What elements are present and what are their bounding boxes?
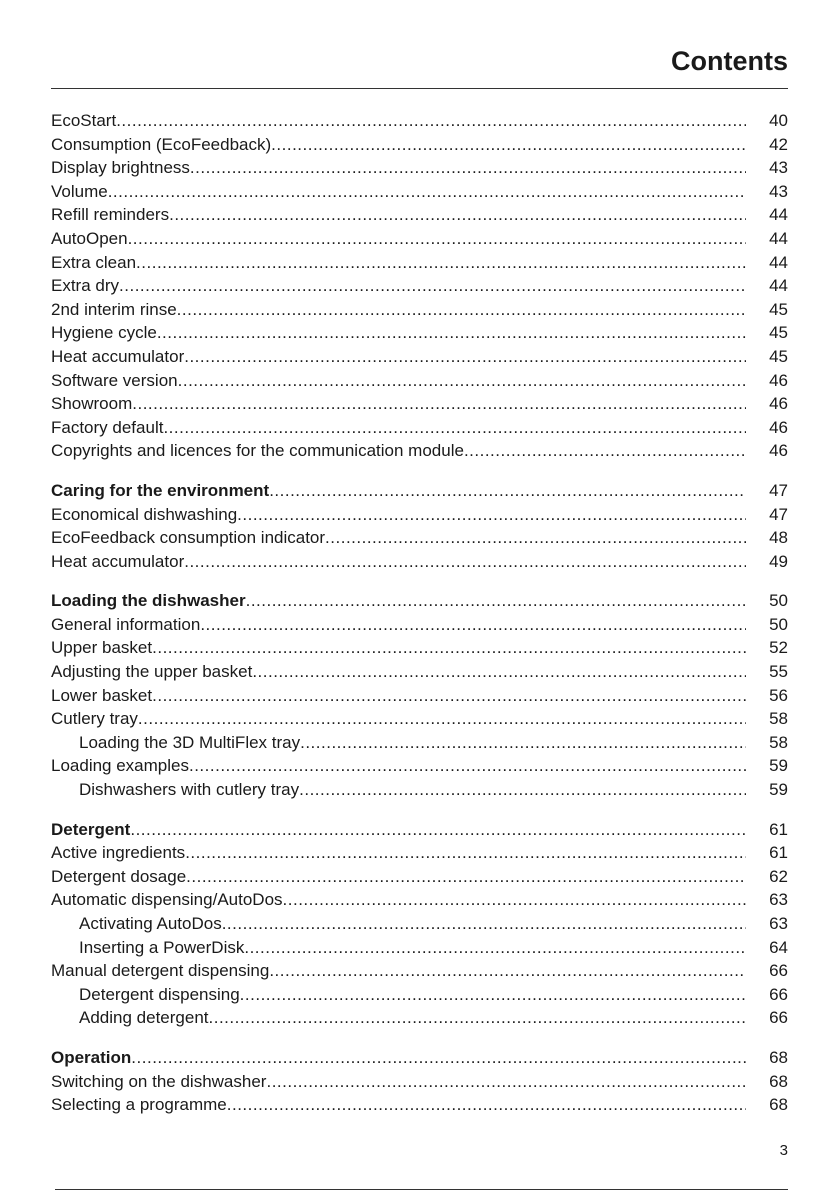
toc-entry[interactable] — [51, 660, 788, 684]
toc-entry-label: Copyrights and licences for the communication module — [51, 441, 464, 461]
toc-entry-page: 68 — [769, 1095, 788, 1115]
toc-entry-page: 56 — [769, 685, 788, 705]
toc-group — [51, 818, 788, 1030]
toc-entry-page: 45 — [769, 323, 788, 343]
toc-entry-page: 59 — [769, 756, 788, 776]
toc-entry-page: 59 — [769, 780, 788, 800]
toc-dot-leader — [240, 983, 746, 1007]
toc-entry[interactable] — [51, 503, 788, 527]
toc-entry[interactable] — [51, 1093, 788, 1117]
toc-entry[interactable] — [51, 227, 788, 251]
toc-entry-label: Factory default — [51, 417, 164, 437]
toc-entry[interactable] — [51, 203, 788, 227]
toc-entry-label: 2nd interim rinse — [51, 299, 177, 319]
toc-dot-leader — [222, 912, 746, 936]
toc-entry-label: Selecting a programme — [51, 1095, 227, 1115]
toc-entry[interactable] — [51, 439, 788, 463]
toc-dot-leader — [464, 439, 746, 463]
toc-entry[interactable] — [51, 133, 788, 157]
toc-entry[interactable] — [51, 754, 788, 778]
toc-entry-page: 44 — [769, 276, 788, 296]
toc-dot-leader — [178, 369, 746, 393]
toc-entry-label: Extra dry — [51, 276, 120, 296]
toc-dot-leader — [325, 526, 746, 550]
toc-entry[interactable] — [51, 865, 788, 889]
toc-entry[interactable] — [51, 613, 788, 637]
toc-dot-leader — [136, 251, 746, 275]
toc-group — [51, 1046, 788, 1117]
toc-entry[interactable] — [51, 1070, 788, 1094]
page-number: 3 — [779, 1142, 788, 1159]
toc-entry[interactable] — [51, 636, 788, 660]
toc-dot-leader — [138, 707, 746, 731]
toc-entry[interactable] — [51, 156, 788, 180]
toc-entry-page: 46 — [769, 370, 788, 390]
toc-entry[interactable] — [51, 251, 788, 275]
toc-entry-page: 44 — [769, 228, 788, 248]
toc-entry-page: 46 — [769, 441, 788, 461]
toc-entry-page: 61 — [769, 819, 788, 839]
toc-entry[interactable] — [51, 109, 788, 133]
toc-dot-leader — [299, 778, 746, 802]
toc-entry-page: 50 — [769, 591, 788, 611]
toc-dot-leader — [152, 636, 746, 660]
toc-entry-label: Software version — [51, 370, 178, 390]
toc-entry[interactable] — [51, 731, 788, 755]
toc-entry[interactable] — [51, 1006, 788, 1030]
toc-entry-label: Manual detergent dispensing — [51, 961, 270, 981]
toc-dot-leader — [269, 959, 746, 983]
toc-entry-page: 63 — [769, 890, 788, 910]
toc-entry[interactable] — [51, 684, 788, 708]
toc-dot-leader — [269, 479, 746, 503]
toc-dot-leader — [200, 613, 746, 637]
toc-entry-label: Consumption (EcoFeedback) — [51, 134, 272, 154]
toc-entry-label: Operation — [51, 1047, 132, 1067]
toc-entry-page: 63 — [769, 914, 788, 933]
toc-entry-page: 66 — [769, 961, 788, 981]
table-of-contents — [51, 109, 788, 1133]
toc-entry-label: Volume — [51, 181, 108, 201]
toc-entry-label: Cutlery tray — [51, 709, 138, 729]
toc-dot-leader — [108, 180, 746, 204]
toc-entry[interactable] — [51, 180, 788, 204]
toc-dot-leader — [169, 203, 746, 227]
toc-entry[interactable] — [51, 298, 788, 322]
toc-entry[interactable] — [51, 321, 788, 345]
toc-dot-leader — [132, 392, 746, 416]
page-title: Contents — [671, 46, 788, 76]
toc-entry-page: 45 — [769, 299, 788, 319]
toc-dot-leader — [271, 133, 746, 157]
toc-entry-page: 47 — [769, 480, 788, 500]
toc-entry-page: 46 — [769, 394, 788, 414]
toc-entry-label: Loading the dishwasher — [51, 591, 246, 611]
toc-entry-page: 44 — [769, 205, 788, 225]
toc-dot-leader — [246, 589, 746, 613]
toc-entry-page: 43 — [769, 158, 788, 178]
toc-entry-page: 61 — [769, 843, 788, 863]
toc-entry[interactable] — [51, 392, 788, 416]
toc-entry-page: 46 — [769, 417, 788, 437]
toc-entry-label: Active ingredients — [51, 843, 186, 863]
toc-group — [51, 589, 788, 801]
toc-entry-page: 40 — [769, 111, 788, 130]
toc-entry-page: 68 — [769, 1047, 788, 1067]
toc-entry-label: Detergent dispensing — [79, 984, 240, 1004]
toc-dot-leader — [184, 345, 746, 369]
header-divider — [51, 88, 788, 89]
toc-entry-label: Showroom — [51, 394, 133, 414]
toc-entry[interactable] — [51, 936, 788, 960]
toc-entry-page: 45 — [769, 346, 788, 366]
toc-entry-page: 55 — [769, 662, 788, 682]
toc-entry-label: Activating AutoDos — [79, 914, 222, 933]
toc-dot-leader — [190, 156, 746, 180]
toc-dot-leader — [184, 550, 746, 574]
toc-dot-leader — [177, 298, 746, 322]
toc-entry-label: Upper basket — [51, 638, 153, 658]
toc-entry-page: 58 — [769, 732, 788, 752]
toc-entry-label: Automatic dispensing/AutoDos — [51, 890, 283, 910]
toc-entry-label: EcoStart — [51, 111, 117, 130]
toc-entry[interactable] — [51, 983, 788, 1007]
toc-entry-page: 64 — [769, 937, 788, 957]
toc-entry-page: 58 — [769, 709, 788, 729]
toc-dot-leader — [252, 660, 746, 684]
toc-entry-page: 68 — [769, 1071, 788, 1091]
toc-entry-label: Loading examples — [51, 756, 189, 776]
toc-entry-label: Refill reminders — [51, 205, 170, 225]
toc-dot-leader — [119, 274, 746, 298]
toc-entry-label: Extra clean — [51, 252, 137, 272]
toc-entry-label: Detergent — [51, 819, 131, 839]
toc-entry-label: Adjusting the upper basket — [51, 662, 253, 682]
toc-entry[interactable] — [51, 959, 788, 983]
toc-entry-label: Switching on the dishwasher — [51, 1071, 267, 1091]
toc-dot-leader — [283, 888, 746, 912]
toc-dot-leader — [244, 936, 746, 960]
toc-entry-page: 47 — [769, 504, 788, 524]
toc-entry-label: Detergent dosage — [51, 866, 187, 886]
toc-entry[interactable] — [51, 369, 788, 393]
toc-dot-leader — [163, 416, 746, 440]
footer-divider — [55, 1189, 788, 1190]
toc-dot-leader — [130, 818, 746, 842]
toc-dot-leader — [237, 503, 746, 527]
toc-dot-leader — [152, 684, 746, 708]
toc-entry[interactable] — [51, 345, 788, 369]
toc-dot-leader — [266, 1070, 746, 1094]
toc-entry-label: General information — [51, 614, 201, 634]
toc-dot-leader — [209, 1006, 747, 1030]
toc-entry-label: Economical dishwashing — [51, 504, 238, 524]
toc-entry-label: Dishwashers with cutlery tray — [79, 780, 300, 800]
toc-section-heading[interactable] — [51, 479, 788, 503]
toc-entry[interactable] — [51, 707, 788, 731]
toc-entry-page: 62 — [769, 866, 788, 886]
toc-dot-leader — [128, 227, 746, 251]
toc-entry-label: Caring for the environment — [51, 480, 270, 500]
toc-entry-page: 50 — [769, 614, 788, 634]
toc-entry-label: Display brightness — [51, 158, 190, 178]
toc-entry-label: Adding detergent — [79, 1008, 209, 1028]
toc-entry[interactable] — [51, 778, 788, 802]
toc-entry[interactable] — [51, 912, 788, 936]
toc-dot-leader — [157, 321, 746, 345]
toc-entry[interactable] — [51, 526, 788, 550]
toc-dot-leader — [227, 1093, 746, 1117]
toc-entry[interactable] — [51, 888, 788, 912]
toc-section-heading[interactable] — [51, 589, 788, 613]
toc-entry-label: Loading the 3D MultiFlex tray — [79, 732, 301, 752]
toc-dot-leader — [300, 731, 746, 755]
toc-entry-page: 42 — [769, 134, 788, 154]
toc-entry[interactable] — [51, 274, 788, 298]
toc-entry-label: Inserting a PowerDisk — [79, 937, 245, 957]
toc-group — [51, 109, 788, 463]
toc-dot-leader — [116, 109, 746, 133]
toc-dot-leader — [185, 841, 746, 865]
toc-entry-label: Hygiene cycle — [51, 323, 157, 343]
toc-section-heading[interactable] — [51, 1046, 788, 1070]
toc-entry[interactable] — [51, 416, 788, 440]
toc-dot-leader — [131, 1046, 746, 1070]
toc-entry-page: 49 — [769, 551, 788, 571]
toc-entry-label: Lower basket — [51, 685, 153, 705]
toc-entry-page: 43 — [769, 181, 788, 201]
toc-entry-page: 52 — [769, 638, 788, 658]
toc-entry-page: 48 — [769, 528, 788, 548]
toc-entry-page: 44 — [769, 252, 788, 272]
toc-entry-page: 66 — [769, 984, 788, 1004]
toc-entry-label: Heat accumulator — [51, 551, 185, 571]
toc-group — [51, 479, 788, 573]
toc-entry-page: 66 — [769, 1008, 788, 1028]
toc-dot-leader — [189, 754, 746, 778]
toc-dot-leader — [186, 865, 746, 889]
toc-entry-label: AutoOpen — [51, 228, 128, 248]
toc-section-heading[interactable] — [51, 818, 788, 842]
toc-entry[interactable] — [51, 841, 788, 865]
toc-entry[interactable] — [51, 550, 788, 574]
toc-entry-label: Heat accumulator — [51, 346, 185, 366]
toc-entry-label: EcoFeedback consumption indicator — [51, 528, 326, 548]
